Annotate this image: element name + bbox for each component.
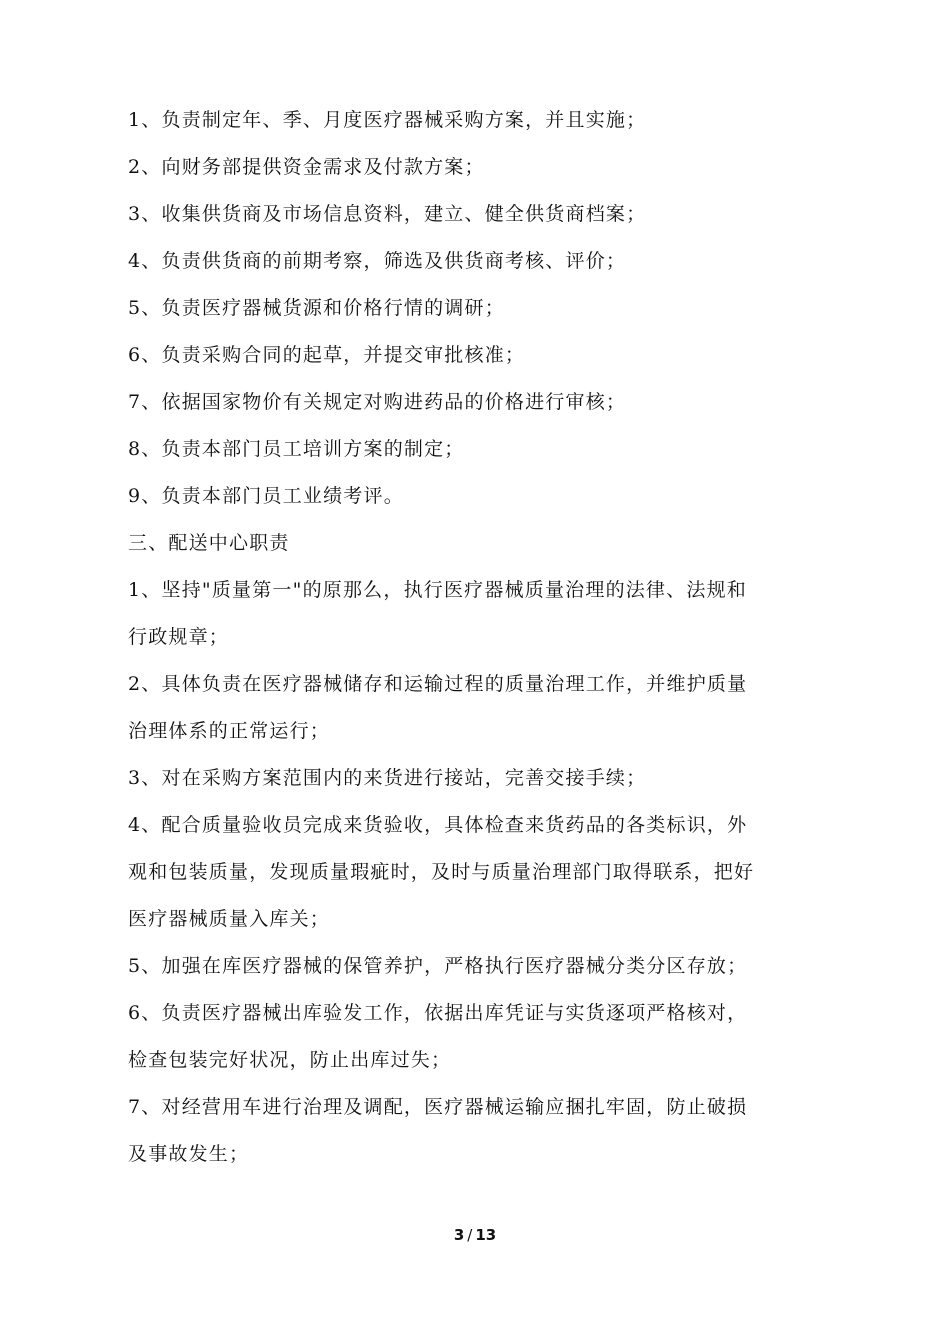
section-heading: 三、配送中心职责 [128,532,290,554]
document-body [128,97,828,1178]
text-line: 4、配合质量验收员完成来货验收，具体检查来货药品的各类标识，外 [128,814,748,836]
text-line: 医疗器械质量入库关； [128,908,331,930]
text-line: 6、负责医疗器械出库验发工作，依据出库凭证与实货逐项严格核对， [128,1002,748,1024]
page-separator: / [467,1226,473,1244]
text-line: 7、对经营用车进行治理及调配，医疗器械运输应捆扎牢固，防止破损 [128,1096,748,1118]
text-line: 7、依据国家物价有关规定对购进药品的价格进行审核； [128,391,627,413]
text-line: 治理体系的正常运行； [128,720,331,742]
text-line: 3、收集供货商及市场信息资料，建立、健全供货商档案； [128,203,647,225]
total-pages: 13 [475,1226,497,1244]
page-number [0,1226,950,1244]
text-line: 1、坚持"质量第一"的原那么，执行医疗器械质量治理的法律、法规和 [128,579,747,601]
text-line: 6、负责采购合同的起草，并提交审批核准； [128,344,526,366]
text-line: 4、负责供货商的前期考察，筛选及供货商考核、评价； [128,250,627,272]
current-page: 3 [453,1226,465,1244]
text-line: 3、对在采购方案范围内的来货进行接站，完善交接手续； [128,767,647,789]
text-line: 9、负责本部门员工业绩考评。 [128,485,404,507]
text-line: 行政规章； [128,626,230,648]
text-line: 及事故发生； [128,1143,250,1165]
text-line: 观和包装质量，发现质量瑕疵时，及时与质量治理部门取得联系，把好 [128,861,755,883]
text-line: 8、负责本部门员工培训方案的制定； [128,438,465,460]
text-line: 1、负责制定年、季、月度医疗器械采购方案，并且实施； [128,109,647,131]
text-line: 5、负责医疗器械货源和价格行情的调研； [128,297,505,319]
text-line: 2、具体负责在医疗器械储存和运输过程的质量治理工作，并维护质量 [128,673,748,695]
text-line: 检查包装完好状况，防止出库过失； [128,1049,452,1071]
text-line: 2、向财务部提供资金需求及付款方案； [128,156,485,178]
text-line: 5、加强在库医疗器械的保管养护，严格执行医疗器械分类分区存放； [128,955,748,977]
